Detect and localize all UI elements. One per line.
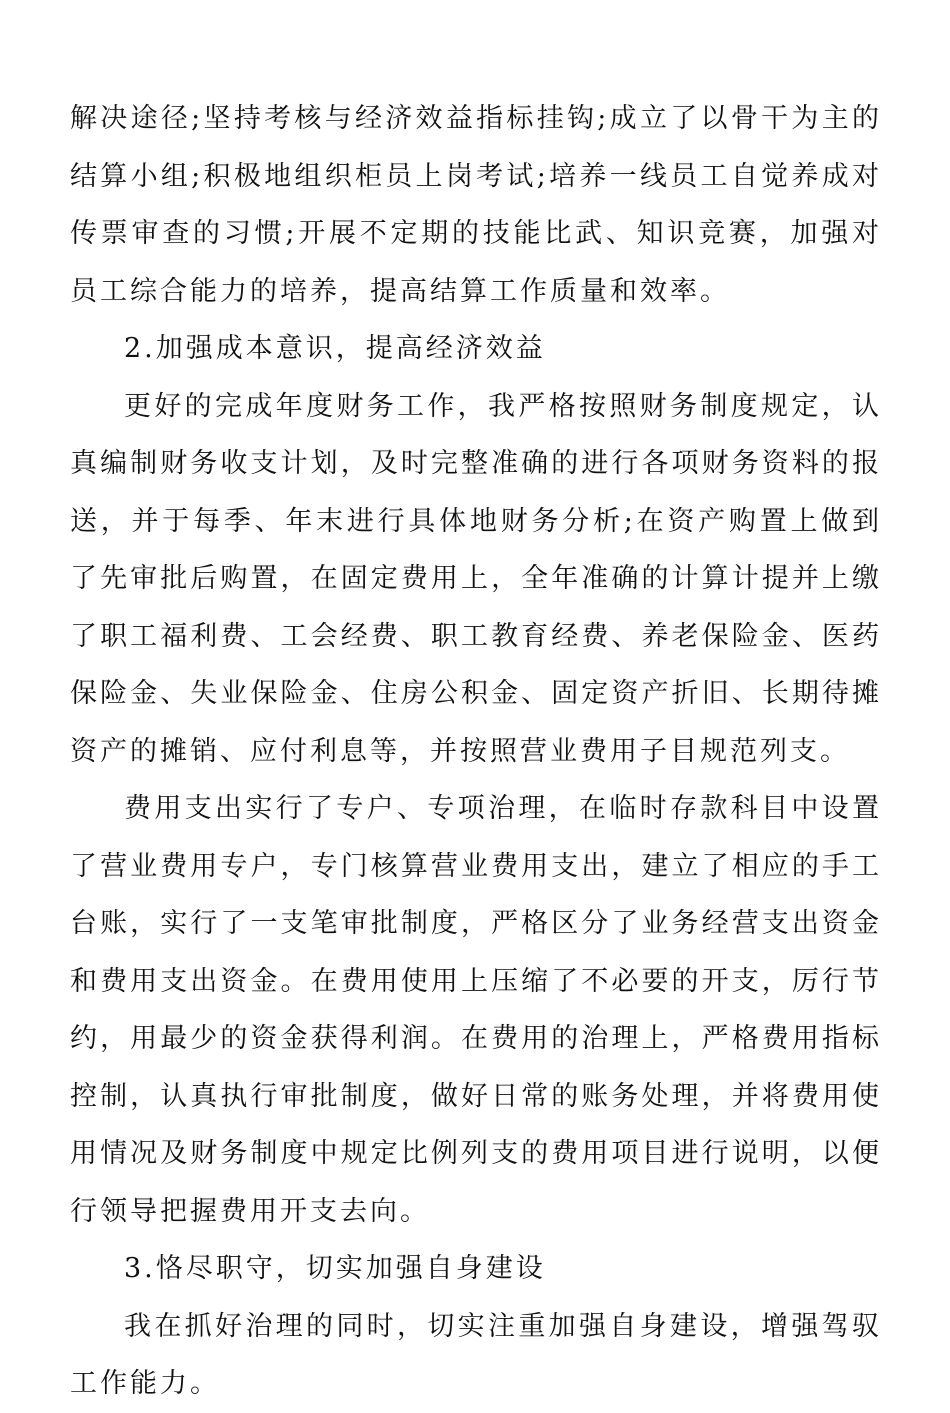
- document-body: [70, 90, 882, 1413]
- paragraph-annual-finance-work: 更好的完成年度财务工作，我严格按照财务制度规定，认真编制财务收支计划，及时完整准确的进行各项财务资料的报送，并于每季、年末进行具体地财务分析;在资产购置上做到了先审批后购置，在固定费用上，全年准确的计算计提并上缴了职工福利费、工会经费、职工教育经费、养老保险金、医药保险金、失业保险金、住房公积金、固定资产折旧、长期待摊资产的摊销、应付利息等，并按照营业费用子目规范列支。: [70, 390, 882, 767]
- section-heading-self-development: 3.恪尽职守，切实加强自身建设: [124, 1253, 546, 1284]
- paragraph-settlement-measures: 解决途径;坚持考核与经济效益指标挂钩;成立了以骨干为主的结算小组;积极地组织柜员上岗考试;培养一线员工自觉养成对传票审查的习惯;开展不定期的技能比武、知识竞赛，加强对员工综合能力的培养，提高结算工作质量和效率。: [70, 103, 882, 307]
- paragraph-self-development: 我在抓好治理的同时，切实注重加强自身建设，增强驾驭工作能力。: [70, 1310, 882, 1399]
- paragraph-expense-management: 费用支出实行了专户、专项治理，在临时存款科目中设置了营业费用专户，专门核算营业费用支出，建立了相应的手工台账，实行了一支笔审批制度，严格区分了业务经营支出资金和费用支出资金。在费用使用上压缩了不必要的开支，厉行节约，用最少的资金获得利润。在费用的治理上，严格费用指标控制，认真执行审批制度，做好日常的账务处理，并将费用使用情况及财务制度中规定比例列支的费用项目进行说明，以便行领导把握费用开支去向。: [70, 793, 882, 1227]
- section-heading-cost-awareness: 2.加强成本意识，提高经济效益: [124, 333, 546, 364]
